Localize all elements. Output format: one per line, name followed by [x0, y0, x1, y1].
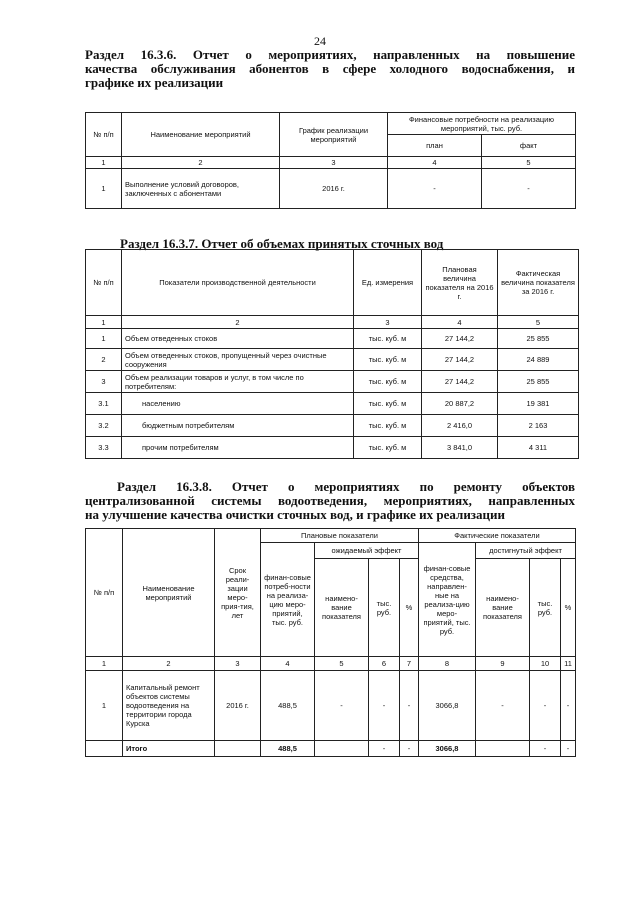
col-number: 4: [422, 316, 498, 329]
total-expected-rub: -: [369, 741, 400, 757]
column-number-row: [86, 316, 579, 329]
section-title-line: графике их реализации: [85, 75, 224, 90]
row-plan: 27 144,2: [422, 371, 498, 393]
header-fact-finance: финан-совые средства, направлен-ные на реализа-цию меро-приятий, тыс. руб.: [419, 543, 476, 657]
row-fact: -: [482, 169, 576, 209]
total-achieved-indicator: [476, 741, 530, 757]
row-unit: тыс. куб. м: [354, 329, 422, 349]
row-plan: 2 416,0: [422, 415, 498, 437]
row-name: Объем отведенных стоков: [122, 329, 354, 349]
row-plan: 3 841,0: [422, 437, 498, 459]
row-num: 1: [86, 329, 122, 349]
row-unit: тыс. куб. м: [354, 371, 422, 393]
row-term: 2016 г.: [215, 671, 261, 741]
col-number: 1: [86, 316, 122, 329]
section-title-line: качества обслуживания абонентов в сфере холодного водоснабжения, и: [85, 61, 575, 76]
col-number: 3: [354, 316, 422, 329]
total-expected-indicator: [315, 741, 369, 757]
row-name: Выполнение условий договоров, заключенных с абонентами: [122, 169, 280, 209]
total-achieved-rub: -: [530, 741, 561, 757]
wastewater-volumes-table: [85, 249, 579, 459]
header-thous-rub: тыс. руб.: [530, 559, 561, 657]
header-fact: факт: [482, 135, 576, 157]
header-num: № п/п: [86, 250, 122, 316]
header-plan: план: [388, 135, 482, 157]
row-unit: тыс. куб. м: [354, 437, 422, 459]
col-number: 5: [498, 316, 579, 329]
col-number: 7: [400, 657, 419, 671]
header-expected-effect: ожидаемый эффект: [315, 543, 419, 559]
col-number: 2: [123, 657, 215, 671]
column-number-row: [86, 657, 576, 671]
header-term: Срок реали-зации меро-прия-тия, лет: [215, 529, 261, 657]
row-num: 1: [86, 671, 123, 741]
row-name: Объем реализации товаров и услуг, в том числе по потребителям:: [122, 371, 354, 393]
repair-measures-table: [85, 528, 576, 757]
table-row: [86, 349, 579, 371]
row-fact: 4 311: [498, 437, 579, 459]
section-title-line: Раздел 16.3.6. Отчет о мероприятиях, направленных на повышение: [85, 47, 575, 62]
row-unit: тыс. куб. м: [354, 393, 422, 415]
total-plan-finance: 488,5: [261, 741, 315, 757]
row-num: 2: [86, 349, 122, 371]
row-num: 1: [86, 169, 122, 209]
row-name: бюджетным потребителям: [122, 415, 354, 437]
table-row: [86, 393, 579, 415]
header-indicator: Показатели производственной деятельности: [122, 250, 354, 316]
row-fact: 24 889: [498, 349, 579, 371]
header-thous-rub: тыс. руб.: [369, 559, 400, 657]
row-achieved-indicator: -: [476, 671, 530, 741]
row-plan-finance: 488,5: [261, 671, 315, 741]
row-expected-rub: -: [369, 671, 400, 741]
total-row: [86, 741, 576, 757]
header-num: № п/п: [86, 113, 122, 157]
row-name: населению: [122, 393, 354, 415]
table-row: [86, 671, 576, 741]
header-plan: Плановая величина показателя на 2016 г.: [422, 250, 498, 316]
total-expected-percent: -: [400, 741, 419, 757]
header-indicator-name: наимено-вание показателя: [315, 559, 369, 657]
row-name: прочим потребителям: [122, 437, 354, 459]
col-number: 1: [86, 657, 123, 671]
row-fact-finance: 3066,8: [419, 671, 476, 741]
row-schedule: 2016 г.: [280, 169, 388, 209]
header-achieved-effect: достигнутый эффект: [476, 543, 576, 559]
total-fact-finance: 3066,8: [419, 741, 476, 757]
row-achieved-rub: -: [530, 671, 561, 741]
row-num: 3.2: [86, 415, 122, 437]
row-plan: 20 887,2: [422, 393, 498, 415]
col-number: 11: [561, 657, 576, 671]
header-percent: %: [400, 559, 419, 657]
row-unit: тыс. куб. м: [354, 415, 422, 437]
row-num: 3.1: [86, 393, 122, 415]
header-finance: Финансовые потребности на реализацию мероприятий, тыс. руб.: [388, 113, 576, 135]
total-num: [86, 741, 123, 757]
col-number: 4: [261, 657, 315, 671]
table-row: [86, 169, 576, 209]
header-plan-finance: финан-совые потреб-ности на реализа-цию меро-приятий, тыс. руб.: [261, 543, 315, 657]
col-number: 5: [315, 657, 369, 671]
row-name: Объем отведенных стоков, пропущенный через очистные сооружения: [122, 349, 354, 371]
header-num: № п/п: [86, 529, 123, 657]
col-number: 3: [215, 657, 261, 671]
col-number: 1: [86, 157, 122, 169]
table-row: [86, 371, 579, 393]
page-number: 24: [314, 34, 326, 48]
header-name: Наименование мероприятий: [122, 113, 280, 157]
row-expected-indicator: -: [315, 671, 369, 741]
col-number: 10: [530, 657, 561, 671]
section-16-3-8-title: [85, 480, 575, 522]
row-plan: -: [388, 169, 482, 209]
header-actual: Фактические показатели: [419, 529, 576, 543]
row-plan: 27 144,2: [422, 349, 498, 371]
col-number: 8: [419, 657, 476, 671]
col-number: 4: [388, 157, 482, 169]
row-achieved-percent: -: [561, 671, 576, 741]
row-fact: 25 855: [498, 329, 579, 349]
section-title-line: централизованной системы водоотведения, мероприятиях, направленных: [85, 493, 575, 508]
row-expected-percent: -: [400, 671, 419, 741]
table-row: [86, 415, 579, 437]
total-term: [215, 741, 261, 757]
total-label: Итого: [123, 741, 215, 757]
row-fact: 2 163: [498, 415, 579, 437]
header-unit: Ед. измерения: [354, 250, 422, 316]
section-16-3-7-title: Раздел 16.3.7. Отчет об объемах принятых сточных вод: [120, 236, 444, 251]
row-unit: тыс. куб. м: [354, 349, 422, 371]
section-16-3-6-title: [85, 48, 575, 90]
header-fact: Фактическая величина показателя за 2016 г.: [498, 250, 579, 316]
col-number: 6: [369, 657, 400, 671]
section-title-line: Раздел 16.3.8. Отчет о мероприятиях по ремонту объектов: [117, 479, 575, 494]
col-number: 3: [280, 157, 388, 169]
row-fact: 19 381: [498, 393, 579, 415]
section-title-line: на улучшение качества очистки сточных вод, и графике их реализации: [85, 507, 505, 522]
measures-service-quality-table: [85, 112, 576, 209]
header-schedule: График реализации мероприятий: [280, 113, 388, 157]
row-num: 3: [86, 371, 122, 393]
col-number: 2: [122, 157, 280, 169]
row-num: 3.3: [86, 437, 122, 459]
row-fact: 25 855: [498, 371, 579, 393]
header-percent: %: [561, 559, 576, 657]
total-achieved-percent: -: [561, 741, 576, 757]
row-name: Капитальный ремонт объектов системы водоотведения на территории города Курска: [123, 671, 215, 741]
col-number: 5: [482, 157, 576, 169]
header-planned: Плановые показатели: [261, 529, 419, 543]
column-number-row: [86, 157, 576, 169]
col-number: 9: [476, 657, 530, 671]
header-indicator-name: наимено-вание показателя: [476, 559, 530, 657]
col-number: 2: [122, 316, 354, 329]
table-row: [86, 329, 579, 349]
header-name: Наименование мероприятий: [123, 529, 215, 657]
table-row: [86, 437, 579, 459]
row-plan: 27 144,2: [422, 329, 498, 349]
